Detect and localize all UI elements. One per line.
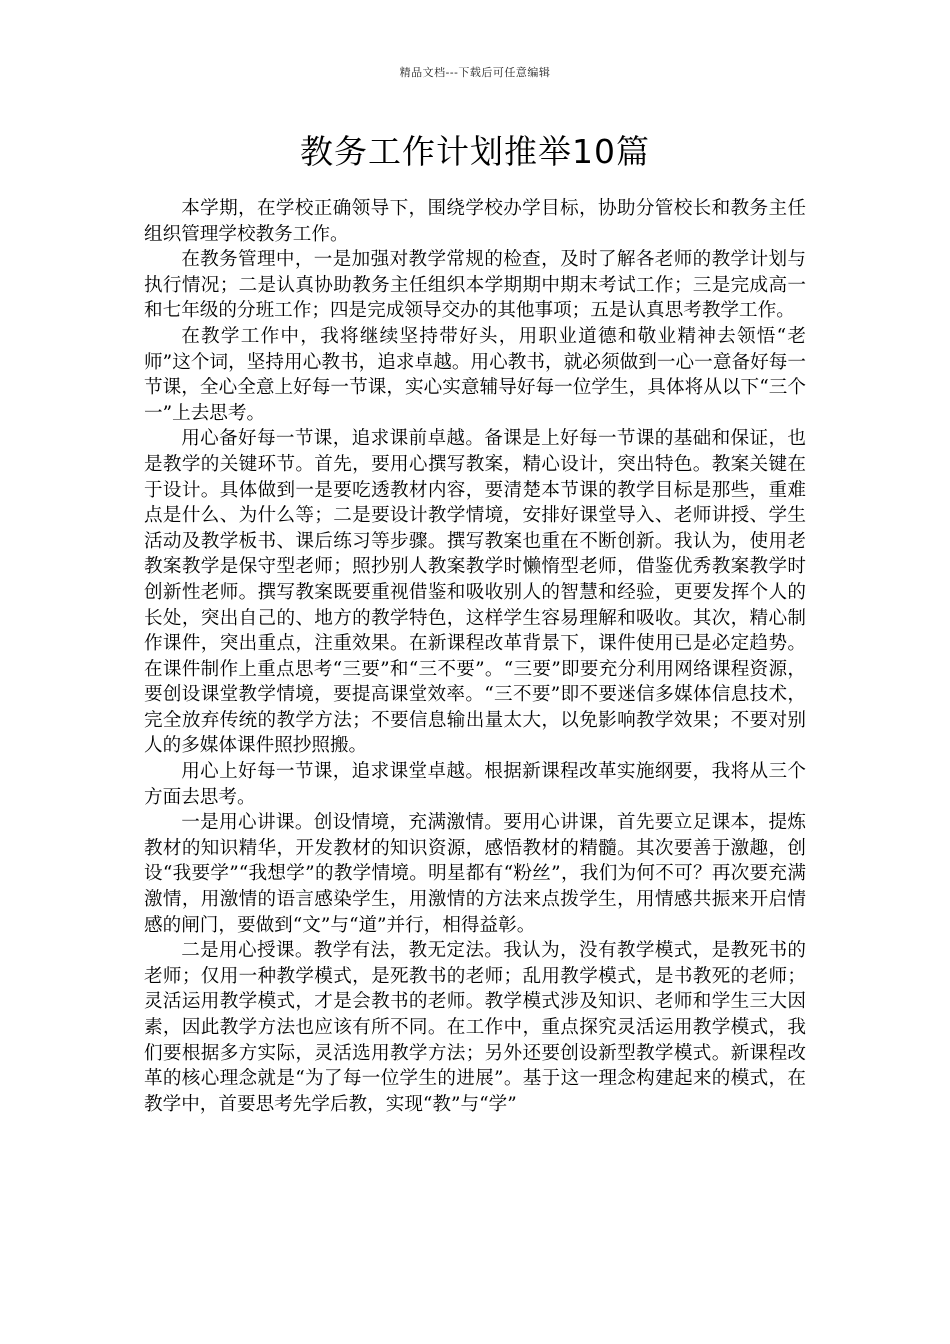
paragraph-lecturing: 一是用心讲课。创设情境，充满激情。要用心讲课，首先要立足课本，提炼教材的知识精华，开发教材的知识资源，感悟教材的精髓。其次要善于激趣，创设“我要学”“我想学”的教学情境。明星都有“粉丝”，我们为何不可？再次要充满激情，用激情的语言感染学生，用激情的方法来点拨学生，用情感共振来开启情感的闸门，要做到“文”与“道”并行，相得益彰。 [144,812,806,936]
paragraph-teaching-method: 二是用心授课。教学有法，教无定法。我认为，没有教学模式，是教死书的老师；仅用一种教学模式，是死教书的老师；乱用教学模式，是书教死的老师；灵活运用教学模式，才是会教书的老师。教学模式涉及知识、老师和学生三大因素，因此教学方法也应该有所不同。在工作中，重点探究灵活运用教学模式，我们要根据多方实际，灵活选用教学方法；另外还要创设新型教学模式。新课程改革的核心理念就是“为了每一位学生的进展”。基于这一理念构建起来的模式，在教学中，首要思考先学后教，实现“教”与“学” [144,940,806,1115]
page-header-note: 精品文档---下载后可任意编辑 [399,66,551,79]
document-body [144,196,806,1117]
paragraph-management: 在教务管理中，一是加强对教学常规的检查，及时了解各老师的教学计划与执行情况；二是认真协助教务主任组织本学期期中期末考试工作；三是完成高一和七年级的分班工作；四是完成领导交办的其他事项；五是认真思考教学工作。 [144,249,806,322]
document-title: 教务工作计划推举10篇 [300,132,650,171]
paragraph-classroom: 用心上好每一节课，追求课堂卓越。根据新课程改革实施纲要，我将从三个方面去思考。 [144,761,806,808]
paragraph-intro: 本学期，在学校正确领导下，围绕学校办学目标，协助分管校长和教务主任组织管理学校教务工作。 [144,198,806,245]
paragraph-lesson-prep: 用心备好每一节课，追求课前卓越。备课是上好每一节课的基础和保证，也是教学的关键环节。首先，要用心撰写教案，精心设计，突出特色。教案关键在于设计。具体做到一是要吃透教材内容，要清楚本节课的教学目标是那些，重难点是什么、为什么等；二是要设计教学情境，安排好课堂导入、老师讲授、学生活动及教学板书、课后练习等步骤。撰写教案也重在不断创新。我认为，使用老教案教学是保守型老师；照抄别人教案教学时懒惰型老师，借鉴优秀教案教学时创新性老师。撰写教案既要重视借鉴和吸收别人的智慧和经验，更要发挥个人的长处，突出自己的、地方的教学特色，这样学生容易理解和吸收。其次，精心制作课件，突出重点，注重效果。在新课程改革背景下，课件使用已是必定趋势。在课件制作上重点思考“三要”和“三不要”。“三要”即要充分利用网络课程资源，要创设课堂教学情境，要提高课堂效率。“三不要”即不要迷信多媒体信息技术，完全放弃传统的教学方法；不要信息输出量太大，以免影响教学效果；不要对别人的多媒体课件照抄照搬。 [144,428,806,757]
paragraph-teaching: 在教学工作中，我将继续坚持带好头，用职业道德和敬业精神去领悟“老师”这个词，坚持用心教书，追求卓越。用心教书，就必须做到一心一意备好每一节课，全心全意上好每一节课，实心实意辅导好每一位学生，具体将从以下“三个一”上去思考。 [144,325,806,424]
